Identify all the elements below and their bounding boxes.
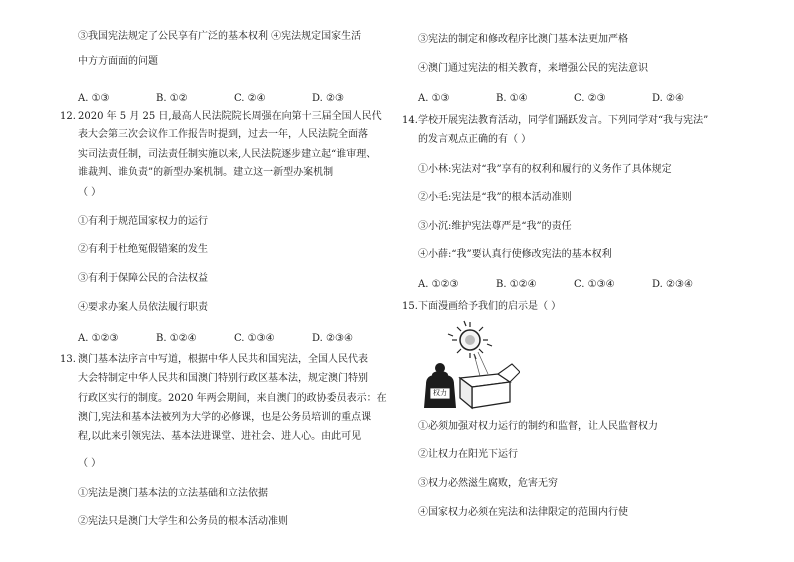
q15-item-2: ②让权力在阳光下运行 — [418, 449, 518, 460]
q11-item-3-4: ③我国宪法规定了公民享有广泛的基本权利 ④宪法规定国家生活 — [78, 31, 362, 42]
q12-item-4: ④要求办案人员依法履行职责 — [78, 302, 208, 313]
q15-item-4: ④国家权力必须在宪法和法律限定的范围内行使 — [418, 507, 628, 518]
q11-option-d[interactable]: D. ②③ — [312, 93, 344, 104]
q12-option-c[interactable]: C. ①③④ — [234, 333, 275, 344]
sun-icon — [448, 321, 492, 359]
q12-stem-line-2: 表大会第三次会议作工作报告时提到，过去一年，人民法院全面落 — [78, 129, 368, 140]
q15-number: 15. — [402, 301, 418, 312]
q12-item-2: ②有利于杜绝冤假错案的发生 — [78, 244, 208, 255]
q13-option-c[interactable]: C. ②③ — [574, 93, 606, 104]
q14-option-c[interactable]: C. ①③④ — [574, 279, 615, 290]
q14-stem-line-1: 学校开展宪法教育活动，同学们踊跃发言。下列同学对“我与宪法” — [418, 115, 709, 126]
q13-item-3: ③宪法的制定和修改程序比澳门基本法更加严格 — [418, 34, 628, 45]
q12-stem-line-3: 实司法责任制，司法责任制实施以来,人民法院逐步建立起“谁审理、 — [78, 149, 377, 160]
q14-option-b[interactable]: B. ①②④ — [496, 279, 537, 290]
q13-item-2: ②宪法只是澳门大学生和公务员的根本活动准则 — [78, 516, 288, 527]
q12-stem-line-1: 2020 年 5 月 25 日,最高人民法院院长周强在向第十三届全国人民代 — [78, 111, 382, 122]
q12-item-1: ①有利于规范国家权力的运行 — [78, 216, 208, 227]
q12-option-d[interactable]: D. ②③④ — [312, 333, 353, 344]
q12-stem-line-4: 谁裁判、谁负责”的新型办案机制。建立这一新型办案机制 — [78, 167, 334, 178]
q14-item-4: ④小薛:“我”要认真行使修改宪法的基本权利 — [418, 249, 612, 260]
q12-item-3: ③有利于保障公民的合法权益 — [78, 273, 208, 284]
q11-option-a[interactable]: A. ①③ — [78, 93, 110, 104]
cartoon-label: 权力 — [433, 389, 447, 397]
q13-number: 13. — [60, 354, 76, 365]
q14-item-1: ①小林:宪法对“我”享有的权利和履行的义务作了具体规定 — [418, 164, 672, 175]
q13-option-a[interactable]: A. ①③ — [418, 93, 450, 104]
q12-answer-blank: （ ） — [78, 187, 102, 198]
q13-option-b[interactable]: B. ①④ — [496, 93, 528, 104]
q11-option-b[interactable]: B. ①② — [156, 93, 188, 104]
q14-item-2: ②小毛:宪法是“我”的根本活动准则 — [418, 192, 572, 203]
q11-item-cont: 中方方面面的问题 — [78, 56, 158, 67]
q14-item-3: ③小沉:维护宪法尊严是“我”的责任 — [418, 221, 572, 232]
q13-stem-line-2: 大会特制定中华人民共和国澳门特别行政区基本法，规定澳门特别 — [78, 373, 368, 384]
open-box-icon — [460, 364, 520, 408]
q13-stem-line-3: 行政区实行的制度。2020 年两会期间，来自澳门的政协委员表示：在 — [78, 393, 387, 404]
q15-item-1: ①必须加强对权力运行的制约和监督，让人民监督权力 — [418, 421, 658, 432]
q11-option-c[interactable]: C. ②④ — [234, 93, 266, 104]
power-weight-icon — [424, 363, 456, 408]
q13-item-4: ④澳门通过宪法的相关教育，来增强公民的宪法意识 — [418, 63, 648, 74]
q13-option-d[interactable]: D. ②④ — [652, 93, 684, 104]
q12-option-b[interactable]: B. ①②④ — [156, 333, 197, 344]
cartoon-image — [420, 318, 520, 413]
q13-stem-line-1: 澳门基本法序言中写道，根据中华人民共和国宪法，全国人民代表 — [78, 354, 368, 365]
q13-answer-blank: （ ） — [78, 458, 102, 469]
q15-stem: 下面漫画给予我们的启示是（ ） — [418, 301, 562, 312]
q14-option-d[interactable]: D. ②③④ — [652, 279, 693, 290]
q12-number: 12. — [60, 111, 76, 122]
q14-number: 14. — [402, 115, 418, 126]
q12-option-a[interactable]: A. ①②③ — [78, 333, 119, 344]
q15-item-3: ③权力必然滋生腐败，危害无穷 — [418, 478, 558, 489]
q13-stem-line-4: 澳门,宪法和基本法被列为大学的必修课，也是公务员培训的重点课 — [78, 412, 372, 423]
q13-stem-line-5: 程,以此来引领宪法、基本法进课堂、进社会、进人心。由此可见 — [78, 431, 362, 442]
q13-item-1: ①宪法是澳门基本法的立法基础和立法依据 — [78, 488, 268, 499]
q14-option-a[interactable]: A. ①②③ — [418, 279, 459, 290]
q14-stem-line-2: 的发言观点正确的有（ ） — [418, 134, 532, 145]
